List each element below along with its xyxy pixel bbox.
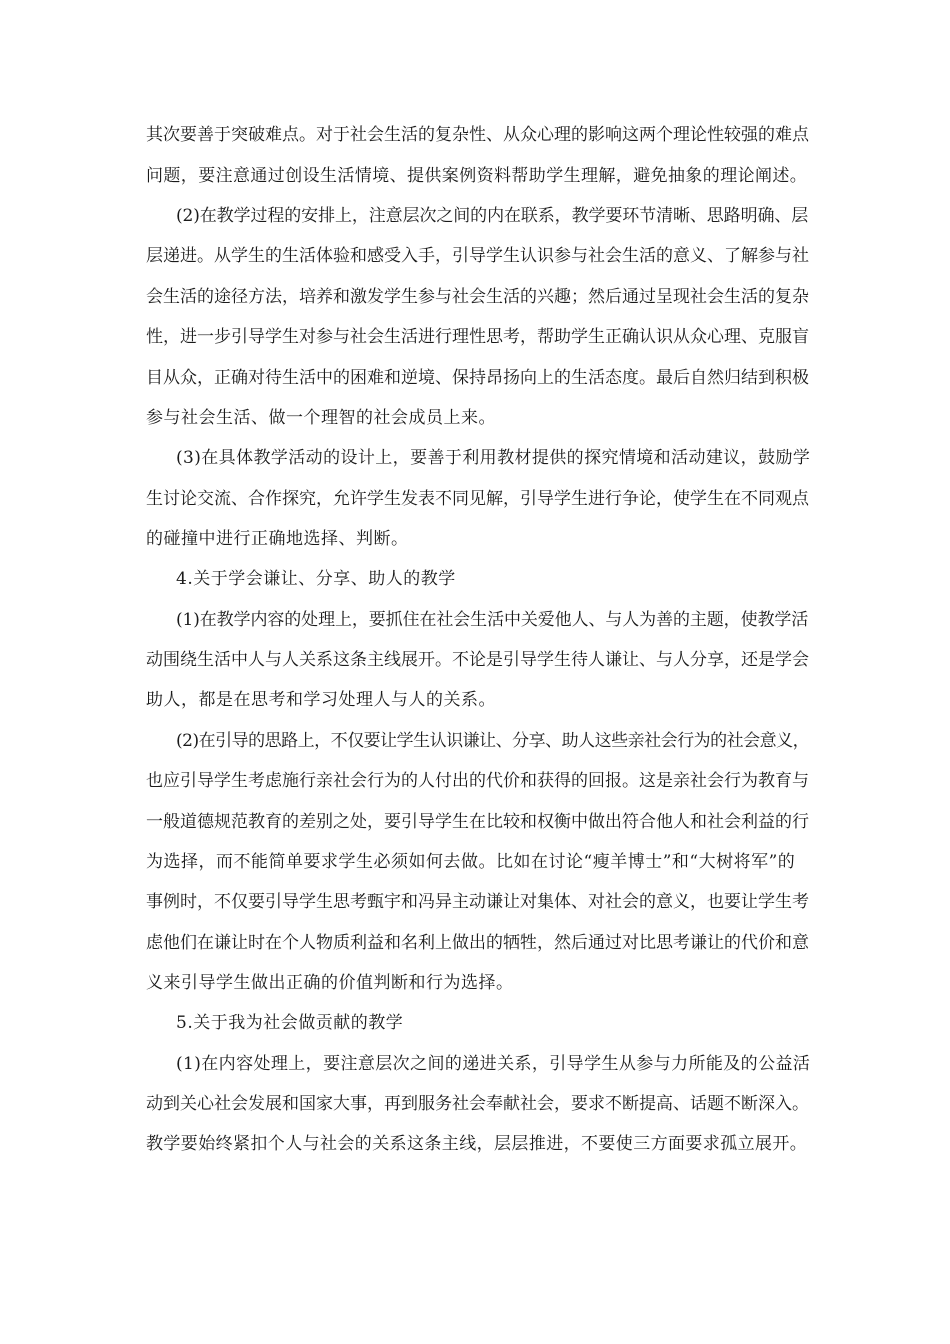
text-line: 教学要始终紧扣个人与社会的关系这条主线，层层推进，不要使三方面要求孤立展开。 (146, 1134, 808, 1154)
text-line: (2)在教学过程的安排上，注意层次之间的内在联系，教学要环节清晰、思路明确、层 (176, 206, 809, 226)
text-line: 的碰撞中进行正确地选择、判断。 (146, 529, 409, 549)
text-line: (2)在引导的思路上，不仅要让学生认识谦让、分享、助人这些亲社会行为的社会意义， (176, 731, 810, 751)
text-line: 目从众，正确对待生活中的困难和逆境、保持昂扬向上的生活态度。最后自然归结到积极 (146, 368, 809, 388)
text-line: (1)在教学内容的处理上，要抓住在社会生活中关爱他人、与人为善的主题，使教学活 (176, 610, 809, 630)
text-line: 问题，要注意通过创设生活情境、提供案例资料帮助学生理解，避免抽象的理论阐述。 (146, 166, 808, 186)
text-line: 其次要善于突破难点。对于社会生活的复杂性、从众心理的影响这两个理论性较强的难点 (146, 125, 809, 145)
text-line: 事例时，不仅要引导学生思考甄宇和冯异主动谦让对集体、对社会的意义，也要让学生考 (146, 892, 809, 912)
text-line: (1)在内容处理上，要注意层次之间的递进关系，引导学生从参与力所能及的公益活 (176, 1054, 811, 1074)
text-line: 义来引导学生做出正确的价值判断和行为选择。 (146, 973, 514, 993)
text-line: 一般道德规范教育的差别之处，要引导学生在比较和权衡中做出符合他人和社会利益的行 (146, 812, 809, 832)
text-line: 生讨论交流、合作探究，允许学生发表不同见解，引导学生进行争论，使学生在不同观点 (146, 489, 809, 509)
text-line: 为选择，而不能简单要求学生必须如何去做。比如在讨论“瘦羊博士”和“大树将军”的 (146, 852, 796, 872)
text-line: 会生活的途径方法，培养和激发学生参与社会生活的兴趣；然后通过呈现社会生活的复杂 (146, 287, 809, 307)
text-line: 层递进。从学生的生活体验和感受入手，引导学生认识参与社会生活的意义、了解参与社 (146, 246, 809, 266)
text-line: 助人，都是在思考和学习处理人与人的关系。 (146, 690, 496, 710)
section-heading: 4.关于学会谦让、分享、助人的教学 (176, 569, 456, 589)
text-line: 参与社会生活、做一个理智的社会成员上来。 (146, 408, 496, 428)
text-line: 也应引导学生考虑施行亲社会行为的人付出的代价和获得的回报。这是亲社会行为教育与 (146, 771, 809, 791)
text-line: 虑他们在谦让时在个人物质利益和名利上做出的牺牲，然后通过对比思考谦让的代价和意 (146, 933, 809, 953)
section-heading: 5.关于我为社会做贡献的教学 (176, 1013, 404, 1033)
text-line: 动围绕生活中人与人关系这条主线展开。不论是引导学生待人谦让、与人分享，还是学会 (146, 650, 809, 670)
text-line: 性，进一步引导学生对参与社会生活进行理性思考，帮助学生正确认识从众心理、克服盲 (146, 327, 809, 347)
text-line: (3)在具体教学活动的设计上，要善于利用教材提供的探究情境和活动建议，鼓励学 (176, 448, 811, 468)
text-line: 动到关心社会发展和国家大事，再到服务社会奉献社会，要求不断提高、话题不断深入。 (146, 1094, 809, 1114)
